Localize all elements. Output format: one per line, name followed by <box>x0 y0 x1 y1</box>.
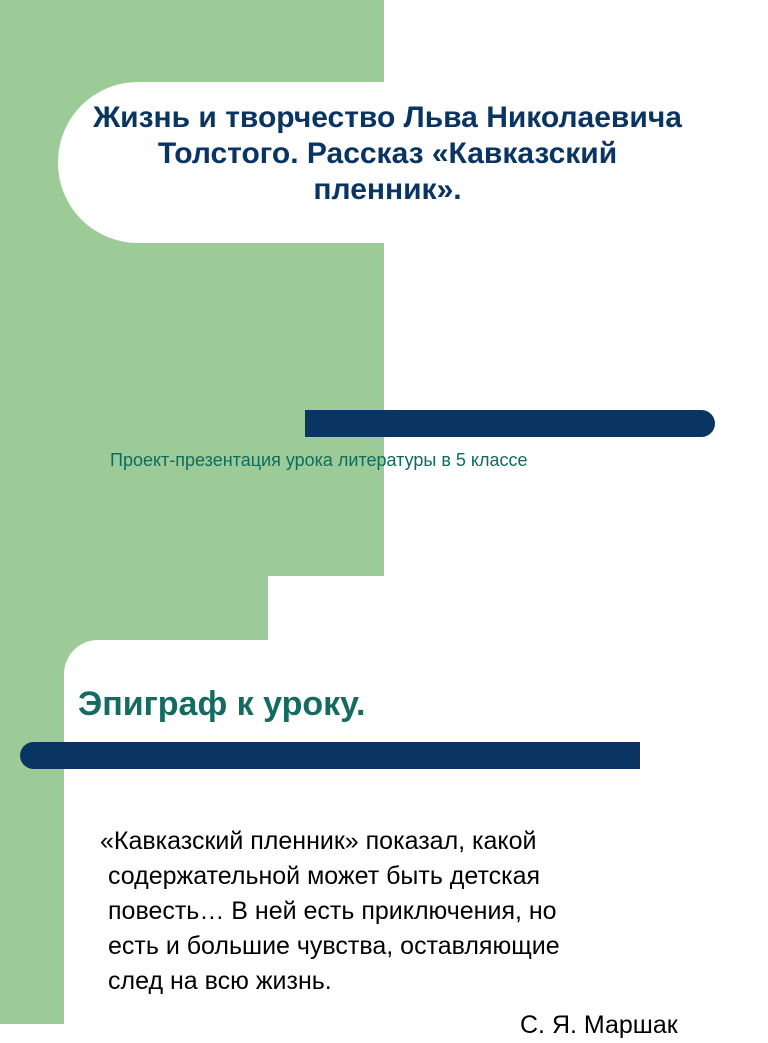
quote-line: есть и большие чувства, оставляющие <box>108 932 560 960</box>
epigraph-heading: Эпиграф к уроку. <box>78 685 366 723</box>
navy-accent-bar <box>305 410 715 437</box>
slide-2 <box>0 576 768 1039</box>
quote-line: след на всю жизнь. <box>108 967 332 995</box>
quote-line: повесть… В ней есть приключения, но <box>108 897 557 925</box>
quote-line: содержательной может быть детская <box>108 862 541 890</box>
slide-title: Жизнь и творчество Льва Николаевича Толстого. Рассказ «Кавказский пленник». <box>93 101 682 206</box>
navy-accent-bar <box>20 742 640 769</box>
quote-line: «Кавказский пленник» показал, какой <box>100 827 537 855</box>
quote-author: С. Я. Маршак <box>520 1011 678 1039</box>
epigraph-quote <box>100 824 700 999</box>
slide-subtitle: Проект-презентация урока литературы в 5 классе <box>110 450 528 470</box>
